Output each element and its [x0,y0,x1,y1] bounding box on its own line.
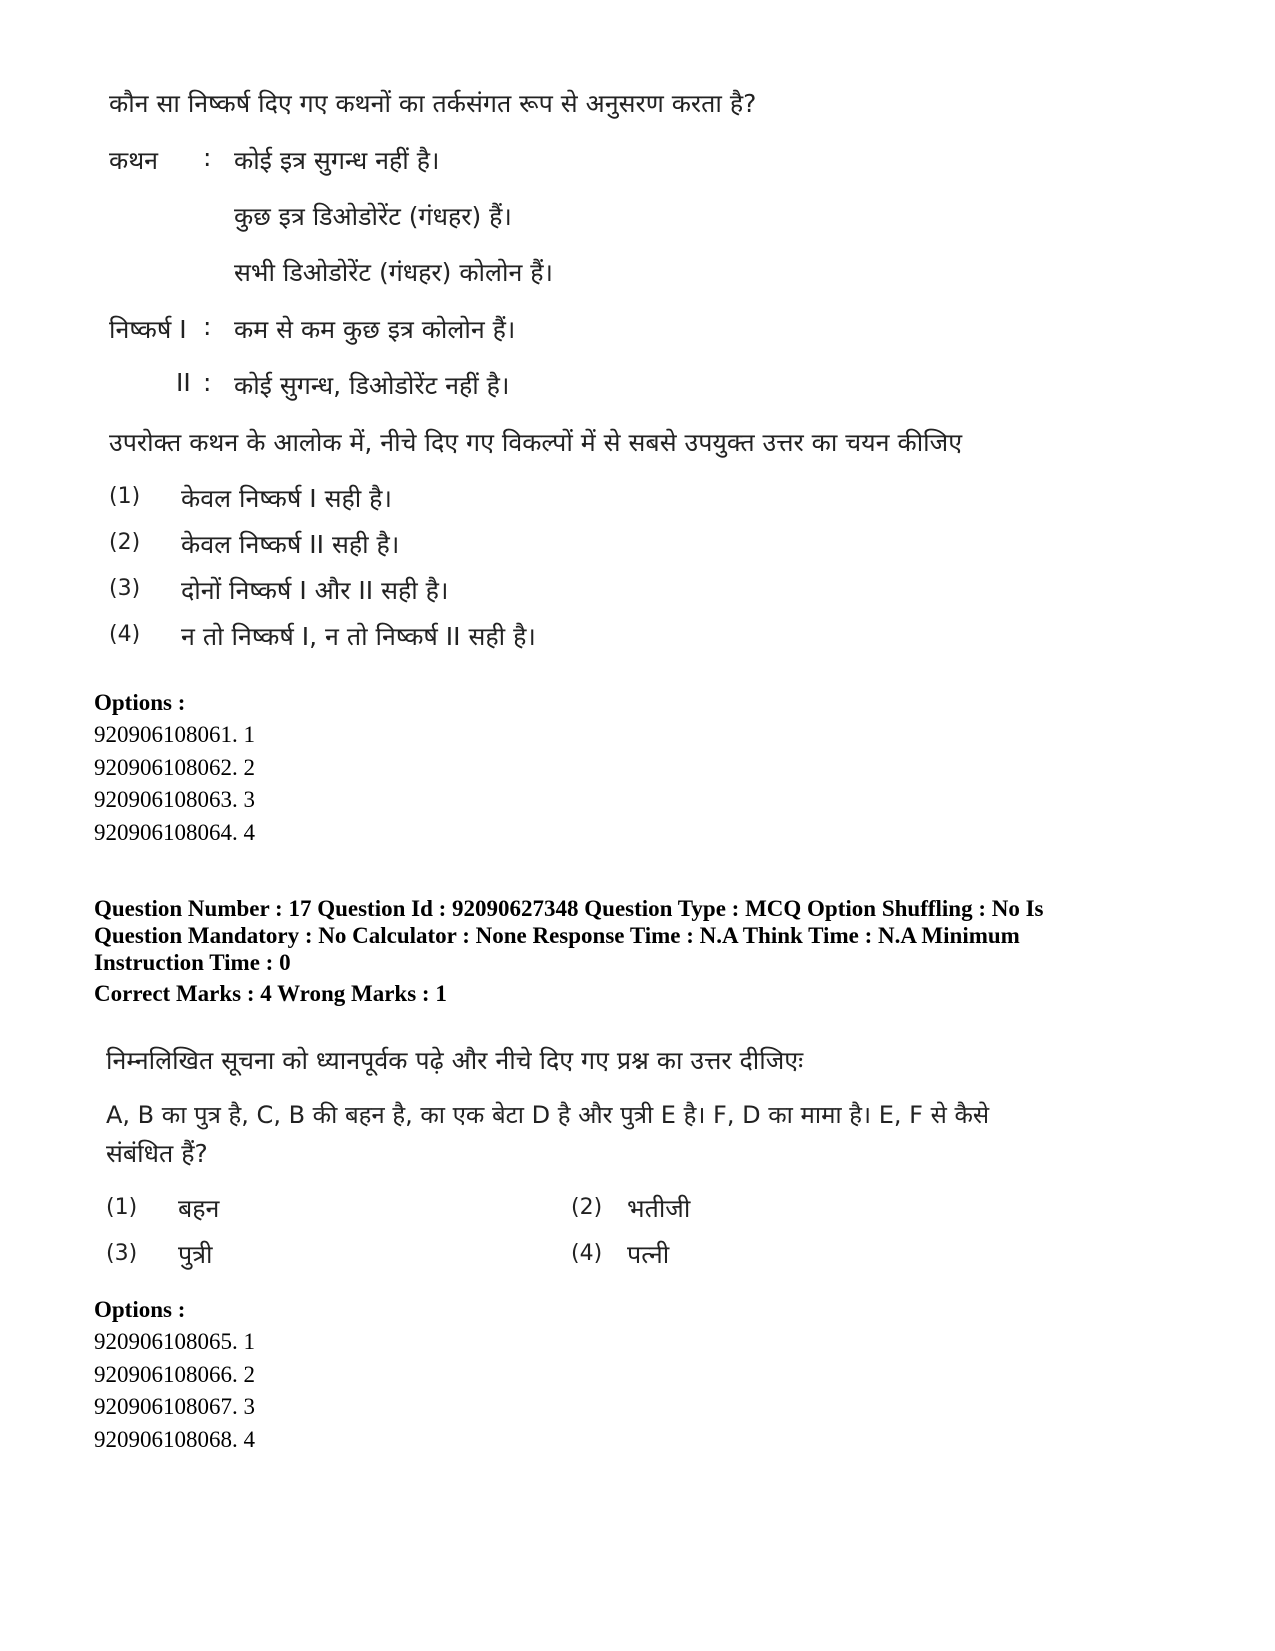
q17-question-line: A, B का पुत्र है, C, B की बहन है, का एक बेटा D है और पुत्री E है। F, D का मामा है। E, F से कैसे [106,1101,990,1129]
statement-3: सभी डिओडोरेंट (गंधहर) कोलोन हैं। [234,258,554,287]
marks-line: Correct Marks : 4 Wrong Marks : 1 [94,981,447,1006]
choice-number: (2) [571,1195,603,1220]
conclusion-colon-2: : [203,368,212,397]
option-item: 920906108061. 1 [94,722,255,747]
option-item: 920906108065. 1 [94,1329,255,1354]
choice-text: दोनों निष्कर्ष I और II सही है। [181,576,449,605]
choice-number: (3) [109,576,141,601]
q16-question-text: कौन सा निष्कर्ष दिए गए कथनों का तर्कसंगत रूप से अनुसरण करता है? [109,89,757,118]
choice-number: (4) [571,1241,603,1266]
choice-text: केवल निष्कर्ष II सही है। [181,530,400,559]
statement-label: कथन [109,146,159,175]
choice-text: केवल निष्कर्ष I सही है। [181,484,392,513]
options-heading: Options : [94,1297,186,1322]
conclusion-label-1: निष्कर्ष I [109,315,187,344]
conclusion-2: कोई सुगन्ध, डिओडोरेंट नहीं है। [234,371,510,400]
choice-number: (4) [109,622,141,647]
statement-1: कोई इत्र सुगन्ध नहीं है। [234,146,440,175]
question-meta-line: Question Number : 17 Question Id : 92090627348 Question Type : MCQ Option Shuffling : No Is [94,896,1044,921]
q16-instruction: उपरोक्त कथन के आलोक में, नीचे दिए गए विकल्पों में से सबसे उपयुक्त उत्तर का चयन कीजिए [109,428,963,457]
conclusion-colon-1: : [203,312,212,341]
question-meta-line: Instruction Time : 0 [94,950,291,975]
q17-question-line: संबंधित हैं? [106,1139,208,1168]
choice-number: (2) [109,530,141,555]
choice-text: भतीजी [627,1194,691,1223]
option-item: 920906108068. 4 [94,1427,255,1452]
option-item: 920906108063. 3 [94,787,255,812]
option-item: 920906108062. 2 [94,755,255,780]
conclusion-1: कम से कम कुछ इत्र कोलोन हैं। [234,315,516,344]
option-item: 920906108067. 3 [94,1394,255,1419]
statement-colon: : [203,143,212,172]
option-item: 920906108064. 4 [94,820,255,845]
conclusion-label-2: II [176,368,191,397]
choice-number: (3) [106,1241,138,1266]
options-heading: Options : [94,690,186,715]
choice-text: बहन [178,1194,220,1223]
choice-number: (1) [106,1195,138,1220]
choice-text: पत्नी [627,1240,670,1269]
question-meta-line: Question Mandatory : No Calculator : None Response Time : N.A Think Time : N.A Minimum [94,923,1020,948]
option-item: 920906108066. 2 [94,1362,255,1387]
choice-text: न तो निष्कर्ष I, न तो निष्कर्ष II सही है। [181,622,536,651]
statement-2: कुछ इत्र डिओडोरेंट (गंधहर) हैं। [234,202,512,231]
q17-intro: निम्नलिखित सूचना को ध्यानपूर्वक पढ़े और नीचे दिए गए प्रश्न का उत्तर दीजिएः [106,1046,804,1075]
choice-number: (1) [109,484,141,509]
choice-text: पुत्री [178,1240,213,1269]
